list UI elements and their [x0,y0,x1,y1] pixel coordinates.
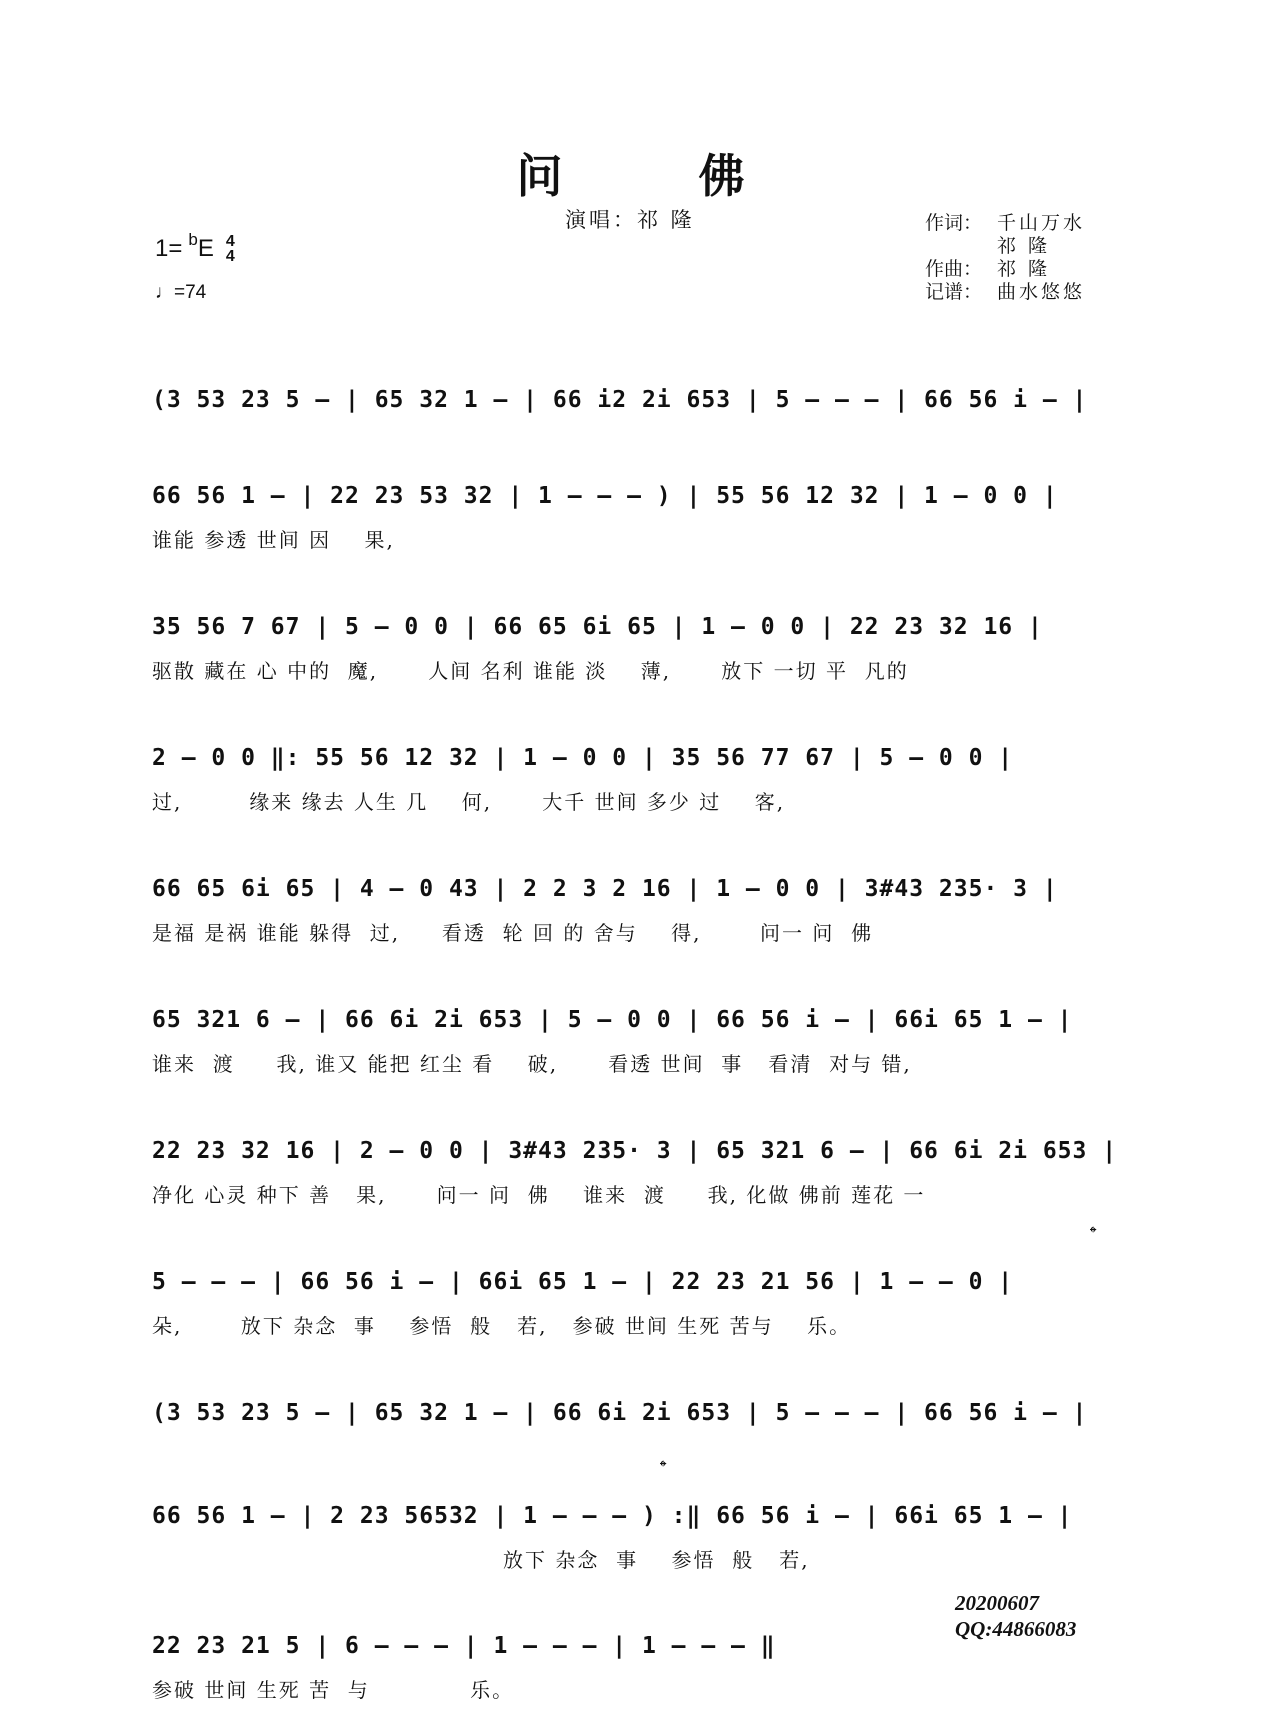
score-line [152,869,1097,946]
credit-row [925,212,1085,235]
credits-block [925,212,1085,304]
credit-label: 作词： [925,212,983,234]
score-line [152,380,1097,428]
score-line [152,1393,1097,1441]
lyric-row: 放下 杂念 事 参悟 般 若, [152,1548,810,1572]
lyric-row: 是福 是祸 谁能 躲得 过, 看透 轮 回 的 舍与 得, 问一 问 佛 [152,921,874,945]
lyric-row: 参破 世间 生死 苦 与 乐。 [152,1678,515,1702]
lyric-row: 过, 缘来 缘去 人生 几 何, 大千 世间 多少 过 客, [152,790,786,814]
flat-symbol: b [188,230,198,249]
notation-row: 22 23 32 16 | 2 – 0 0 | 3#43 235· 3 | 65 321 6 – | 66 6i 2i 653 | [152,1138,1118,1164]
time-signature-top: 4 [225,233,235,250]
score-line [152,1000,1097,1077]
notation-row: 5 – – – | 66 56 i – | 66i 65 1 – | 22 23 21 56 | 1 – – 0 | [152,1269,1014,1295]
notation-row: 66 56 1 – | 22 23 53 32 | 1 – – – ) | 55 56 12 32 | 1 – 0 0 | [152,483,1058,509]
singer-credit: 演唱：祁 隆 [565,208,695,232]
score-line [152,738,1097,815]
footer-stamp [955,1590,1076,1642]
song-title: 问 佛 [516,149,805,203]
coda-icon: 𝄌 [1090,1223,1097,1244]
notation-row: 22 23 21 5 | 6 – – – | 1 – – – | 1 – – – ‖ [152,1633,776,1659]
score-line [152,1262,1097,1339]
score-line [152,1496,1097,1573]
credit-row [925,235,1085,258]
credit-value: 祁 隆 [997,235,1051,257]
lyric-row: 驱散 藏在 心 中的 魔, 人间 名利 谁能 淡 薄, 放下 一切 平 凡的 [152,659,909,683]
lyric-row: 谁来 渡 我, 谁又 能把 红尘 看 破, 看透 世间 事 看清 对与 错, [152,1052,912,1076]
credit-label: 作曲： [925,258,983,280]
credit-row [925,258,1085,281]
notation-row: 66 65 6i 65 | 4 – 0 43 | 2 2 3 2 16 | 1 – 0 0 | 3#43 235· 3 | [152,876,1058,902]
lyric-row: 谁能 参透 世间 因 果, [152,528,395,552]
footer-date: 20200607 [955,1591,1039,1615]
credit-value: 祁 隆 [997,258,1051,280]
score-line [152,476,1097,553]
credit-label: 记谱： [925,281,983,303]
notation-row: 35 56 7 67 | 5 – 0 0 | 66 65 6i 65 | 1 – 0 0 | 22 23 32 16 | [152,614,1043,640]
coda-icon: 𝄌 [660,1457,667,1478]
credit-value: 曲水悠悠 [997,281,1086,303]
notation-row: 66 56 1 – | 2 23 56532 | 1 – – – ) :‖ 66 56 i – | 66i 65 1 – | [152,1503,1073,1529]
time-signature-bottom: 4 [225,248,235,265]
tempo-marking: ♩=74 [155,282,207,303]
key-prefix: 1= [155,235,183,262]
score-line [152,1131,1118,1208]
credit-row [925,281,1085,304]
key-signature [155,230,235,265]
score-line [152,607,1097,684]
lyric-row: 朵, 放下 杂念 事 参悟 般 若, 参破 世间 生死 苦与 乐。 [152,1314,852,1338]
credit-value: 千山万水 [997,212,1086,234]
footer-qq: QQ:44866083 [955,1617,1077,1641]
notation-row: (3 53 23 5 – | 65 32 1 – | 66 6i 2i 653 | 5 – – – | 66 56 i – | [152,1400,1088,1426]
lyric-row: 净化 心灵 种下 善 果, 问一 问 佛 谁来 渡 我, 化做 佛前 莲花 一 [152,1183,926,1207]
notation-row: (3 53 23 5 – | 65 32 1 – | 66 i2 2i 653 | 5 – – – | 66 56 i – | [152,387,1088,413]
notation-row: 65 321 6 – | 66 6i 2i 653 | 5 – 0 0 | 66 56 i – | 66i 65 1 – | [152,1007,1073,1033]
time-signature [226,234,235,264]
notation-row: 2 – 0 0 ‖: 55 56 12 32 | 1 – 0 0 | 35 56 77 67 | 5 – 0 0 | [152,745,1014,771]
key-note: E [197,235,214,262]
credit-label [925,235,997,258]
